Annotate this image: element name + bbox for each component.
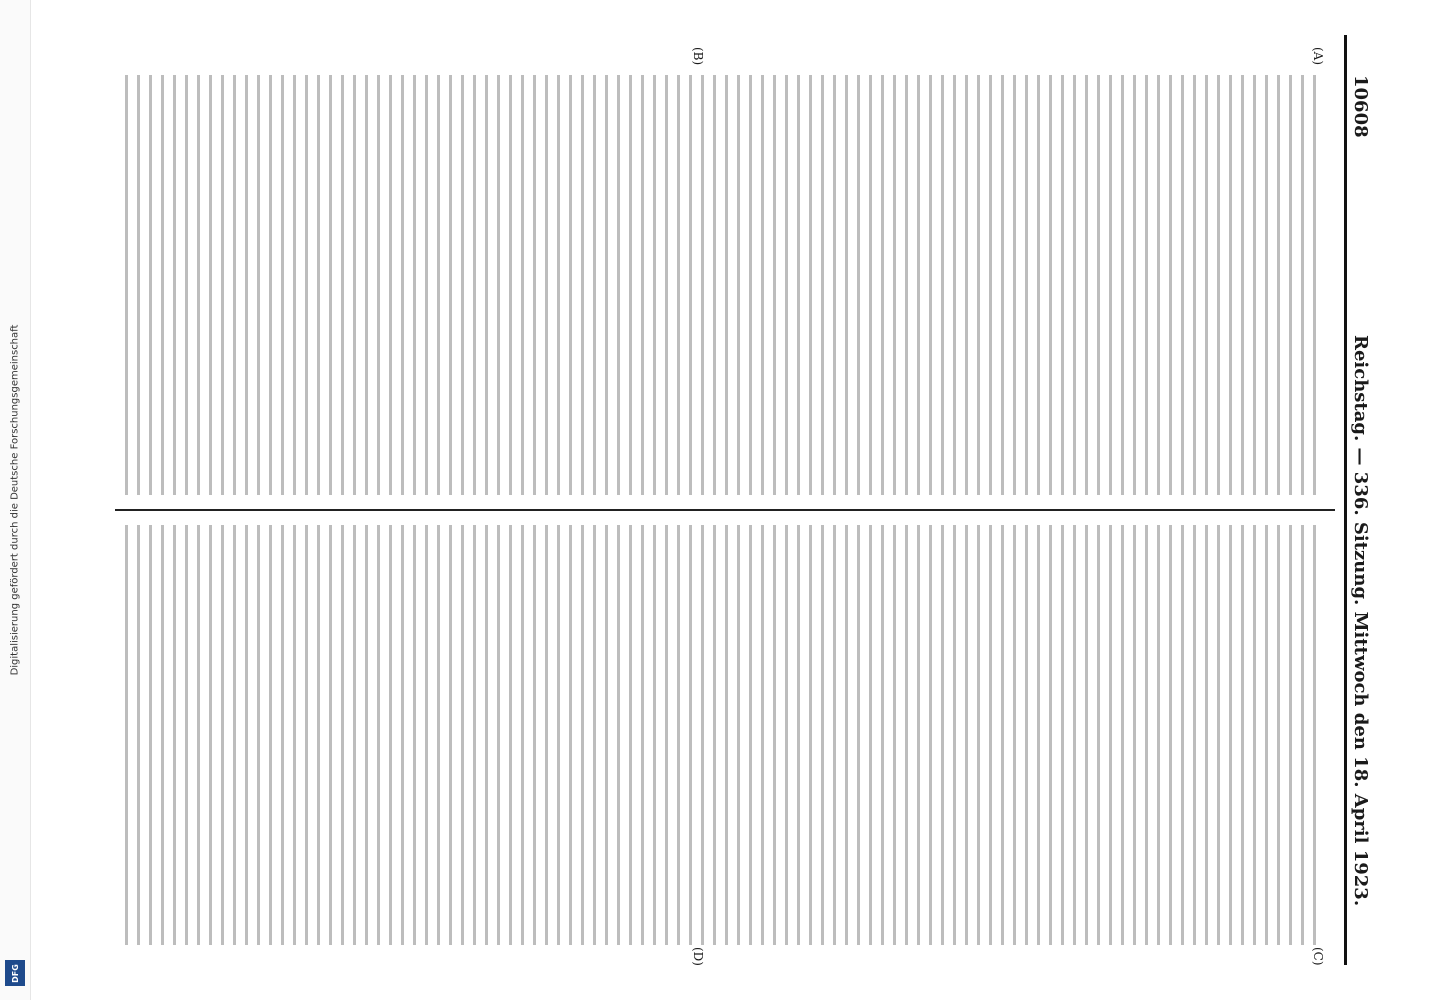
marker-a: (A) xyxy=(1311,47,1325,66)
marker-c: (C) xyxy=(1311,947,1325,966)
marker-b: (B) xyxy=(691,47,705,66)
dfg-logo xyxy=(5,960,25,986)
document-page xyxy=(85,35,1385,965)
side-strip xyxy=(0,0,31,1000)
marker-d: (D) xyxy=(691,947,705,966)
page-number: 10608 xyxy=(1350,75,1371,138)
dfg-logo-text: DFG xyxy=(10,963,20,983)
text-column-left xyxy=(125,75,1325,495)
credit-text: Digitalisierung gefördert durch die Deutsche Forschungsgemeinschaft xyxy=(9,324,21,676)
column-divider xyxy=(115,509,1335,511)
text-column-right xyxy=(125,525,1325,945)
page-header xyxy=(1344,35,1375,965)
page-title: Reichstag. — 336. Sitzung. Mittwoch den 18. April 1923. xyxy=(1350,335,1371,907)
